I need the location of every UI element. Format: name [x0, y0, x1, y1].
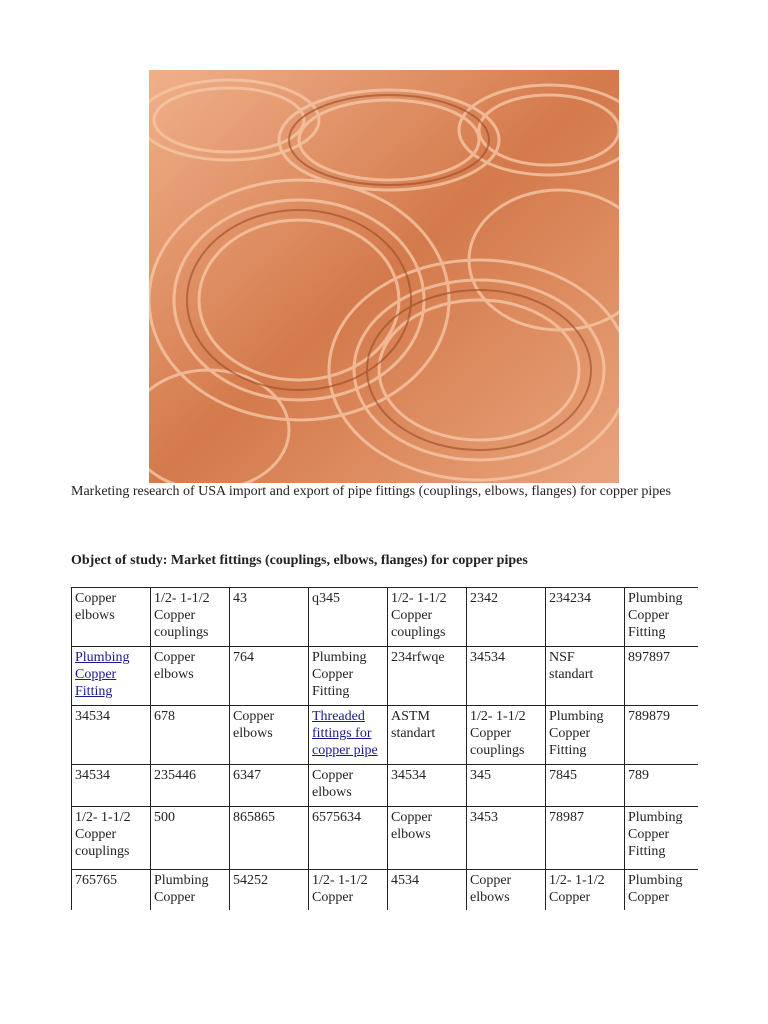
- table-cell: [546, 588, 625, 647]
- table-cell: [151, 647, 230, 706]
- table-row: [72, 588, 699, 647]
- table-cell: [309, 765, 388, 807]
- table-cell: [72, 765, 151, 807]
- table-cell: [388, 870, 467, 911]
- table-cell: [467, 870, 546, 911]
- cell-link[interactable]: Threaded fittings for copper pipe: [312, 709, 378, 758]
- table-cell: [625, 588, 699, 647]
- table-cell: [151, 870, 230, 911]
- table-cell: [151, 807, 230, 870]
- table-cell: [546, 807, 625, 870]
- cell-text: 1/2- 1-1/2 Copper couplings: [470, 709, 526, 758]
- table-cell: [467, 706, 546, 765]
- cell-text: 234234: [549, 591, 591, 606]
- cell-text: 34534: [75, 768, 110, 783]
- cell-text: 54252: [233, 873, 268, 888]
- table-cell: [151, 588, 230, 647]
- cell-text: 678: [154, 709, 175, 724]
- table-cell: [230, 647, 309, 706]
- table-cell: [388, 647, 467, 706]
- cell-text: Plumbing Copper: [628, 873, 683, 905]
- cell-text: 78987: [549, 810, 584, 825]
- table-cell: [625, 647, 699, 706]
- table-cell: [625, 870, 699, 911]
- table-cell: [230, 807, 309, 870]
- cell-text: Plumbing Copper Fitting: [628, 810, 683, 859]
- table-cell: [625, 765, 699, 807]
- table-cell: [467, 765, 546, 807]
- table-cell: [309, 706, 388, 765]
- cell-text: 1/2- 1-1/2 Copper couplings: [391, 591, 447, 640]
- cell-text: 3453: [470, 810, 498, 825]
- cell-text: 235446: [154, 768, 196, 783]
- cell-text: 7845: [549, 768, 577, 783]
- section-heading: Object of study: Market fittings (couplings, elbows, flanges) for copper pipes: [71, 553, 528, 568]
- table-cell: [546, 706, 625, 765]
- table-cell: [388, 765, 467, 807]
- cell-text: ASTM standart: [391, 709, 436, 741]
- table-cell: [388, 807, 467, 870]
- cell-text: 764: [233, 650, 254, 665]
- table-cell: [230, 870, 309, 911]
- cell-link[interactable]: Plumbing Copper Fitting: [75, 650, 130, 699]
- cell-text: 6575634: [312, 810, 361, 825]
- table-row: [72, 647, 699, 706]
- cell-text: NSF standart: [549, 650, 594, 682]
- cell-text: 1/2- 1-1/2 Copper: [312, 873, 368, 905]
- table-cell: [388, 588, 467, 647]
- fittings-table-wrapper: [71, 587, 698, 910]
- table-cell: [467, 647, 546, 706]
- table-row: [72, 706, 699, 765]
- cell-text: 34534: [391, 768, 426, 783]
- cell-text: Copper elbows: [75, 591, 117, 623]
- fittings-table: [71, 587, 698, 910]
- table-cell: [72, 706, 151, 765]
- cell-text: 1/2- 1-1/2 Copper couplings: [154, 591, 210, 640]
- cell-text: 4534: [391, 873, 419, 888]
- table-cell: [309, 870, 388, 911]
- table-cell: [230, 588, 309, 647]
- cell-text: Copper elbows: [154, 650, 196, 682]
- cell-text: 865865: [233, 810, 275, 825]
- cell-text: 234rfwqe: [391, 650, 445, 665]
- cell-text: 43: [233, 591, 247, 606]
- cell-text: 897897: [628, 650, 670, 665]
- table-cell: [72, 647, 151, 706]
- copper-pipe-coils-photo: [149, 70, 619, 483]
- table-row: [72, 765, 699, 807]
- cell-text: 2342: [470, 591, 498, 606]
- cell-text: 500: [154, 810, 175, 825]
- table-cell: [467, 588, 546, 647]
- cell-text: 765765: [75, 873, 117, 888]
- table-cell: [151, 706, 230, 765]
- table-cell: [467, 807, 546, 870]
- cell-text: 789: [628, 768, 649, 783]
- cell-text: 1/2- 1-1/2 Copper: [549, 873, 605, 905]
- table-row: [72, 870, 699, 911]
- cell-text: Copper elbows: [233, 709, 275, 741]
- table-cell: [72, 870, 151, 911]
- table-cell: [388, 706, 467, 765]
- table-cell: [72, 807, 151, 870]
- cell-text: Copper elbows: [391, 810, 433, 842]
- cell-text: Plumbing Copper: [154, 873, 209, 905]
- table-cell: [230, 706, 309, 765]
- table-cell: [230, 765, 309, 807]
- cell-text: 789879: [628, 709, 670, 724]
- table-row: [72, 807, 699, 870]
- cell-text: Copper elbows: [312, 768, 354, 800]
- cell-text: 345: [470, 768, 491, 783]
- table-cell: [546, 870, 625, 911]
- image-caption: Marketing research of USA import and export of pipe fittings (couplings, elbows, flanges) for copper pipes: [71, 484, 671, 499]
- table-cell: [309, 807, 388, 870]
- cell-text: Copper elbows: [470, 873, 512, 905]
- cell-text: 1/2- 1-1/2 Copper couplings: [75, 810, 131, 859]
- cell-text: 6347: [233, 768, 261, 783]
- cell-text: Plumbing Copper Fitting: [549, 709, 604, 758]
- cell-text: 34534: [470, 650, 505, 665]
- table-cell: [625, 706, 699, 765]
- cell-text: 34534: [75, 709, 110, 724]
- cell-text: Plumbing Copper Fitting: [628, 591, 683, 640]
- table-cell: [309, 588, 388, 647]
- cell-text: q345: [312, 591, 340, 606]
- cell-text: Plumbing Copper Fitting: [312, 650, 367, 699]
- table-cell: [546, 647, 625, 706]
- table-cell: [546, 765, 625, 807]
- table-cell: [625, 807, 699, 870]
- table-cell: [72, 588, 151, 647]
- table-cell: [151, 765, 230, 807]
- table-cell: [309, 647, 388, 706]
